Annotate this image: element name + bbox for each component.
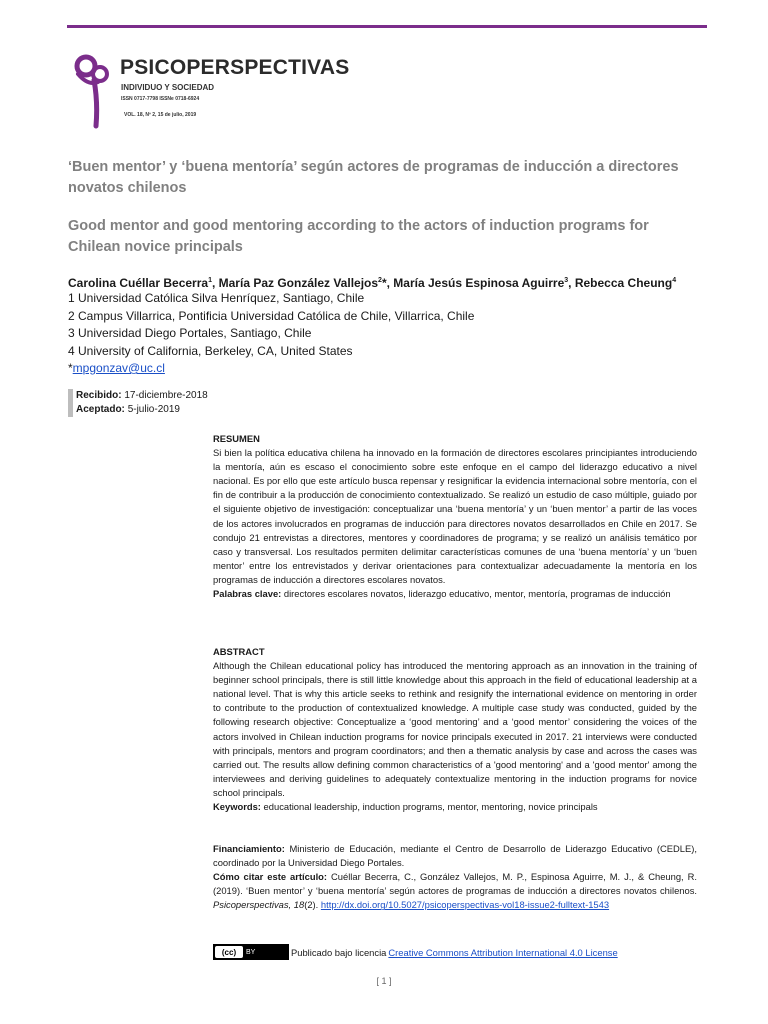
author-affiliation-mark: 4 — [672, 277, 677, 284]
funding-text — [213, 842, 697, 870]
resumen-keywords-value: directores escolares novatos, liderazgo educativo, mentor, mentoría, programas de inducción — [283, 588, 671, 600]
page-number: [ 1 ] — [376, 976, 392, 986]
author-name: Rebecca Cheung — [574, 276, 673, 290]
affiliation-list — [68, 290, 474, 360]
abstract-section — [213, 645, 697, 814]
author-affiliation-mark: 3 — [564, 277, 569, 284]
citation-journal: Psicoperspectivas, — [213, 899, 292, 911]
abstract-body: Although the Chilean educational policy has introduced the mentoring approach as an innovation in the training of beginner school principals, there is still little knowledge about this approach in the field of educational leadership at a national level. That is why this article seeks to rethink and resignify the international evidence on mentoring in order to contribute to the production of contextualized knowledge. A multiple case study was conducted, guided by the following research objective: Conceptualize a ‘good mentoring’ and a ‘good mentor’ considering the voices of the actors involved in Chilean induction programs for novice principals executed in 2017. 21 interviews were conducted with principals, mentors and program coordinators; and then a thematic analysis by case and across the cases was carried out. The results allow defining common characteristics of a 'good mentoring' and a 'good mentor' among the interviewees and deriving guidelines to adequately contextualize mentoring in the induction programs for novice school principals. — [213, 660, 697, 798]
resumen-keywords-label: Palabras clave: — [213, 588, 282, 600]
author-name: María Jesús Espinosa Aguirre — [393, 276, 565, 290]
journal-subtitle: INDIVIDUO Y SOCIEDAD — [121, 83, 215, 92]
license-line — [213, 944, 618, 960]
email-link[interactable]: mpgonzav@uc.cl — [72, 361, 165, 375]
citation-volume: 18 — [293, 899, 305, 911]
email-prefix: * — [68, 361, 73, 375]
funding-value: Ministerio de Educación, mediante el Centro de Desarrollo de Liderazgo Educativo (CEDLE), coordinado por la Universidad Diego Portales. — [213, 843, 698, 869]
article-title-spanish: ‘Buen mentor’ y ‘buena mentoría’ según actores de programas de inducción a directores novatos chilenos — [68, 159, 679, 196]
author-separator: , — [568, 276, 575, 290]
abstract-keywords-value: educational leadership, induction programs, mentor, mentoring, novice principals — [263, 801, 598, 813]
resumen-section — [213, 432, 697, 601]
citation-text — [213, 870, 697, 912]
author-name: María Paz González Vallejos — [218, 276, 379, 290]
journal-name: PSICOPERSPECTIVAS — [120, 56, 350, 79]
citation-issue: (2). — [304, 899, 319, 911]
resumen-heading: RESUMEN — [213, 433, 260, 444]
header-rule — [67, 25, 707, 28]
journal-logo — [72, 52, 350, 132]
funding-label: Financiamiento: — [213, 843, 285, 854]
funding-section — [213, 842, 697, 912]
accepted-label: Aceptado: — [76, 404, 125, 415]
author-name: Carolina Cuéllar Becerra — [68, 276, 209, 290]
affiliation-item: 2 Campus Villarrica, Pontificia Universidad Católica de Chile, Villarrica, Chile — [68, 308, 475, 323]
author-affiliation-mark: 2 — [378, 277, 382, 284]
corresponding-email — [68, 361, 165, 375]
license-link[interactable]: Creative Commons Attribution International 4.0 License — [388, 946, 618, 958]
author-separator: , — [211, 276, 219, 290]
accepted-value: 5-julio-2019 — [127, 404, 180, 415]
affiliation-item: 1 Universidad Católica Silva Henríquez, Santiago, Chile — [68, 291, 365, 305]
doi-link[interactable]: http://dx.doi.org/10.5027/psicoperspectivas-vol18-issue2-fulltext-1543 — [320, 899, 610, 911]
resumen-body: Si bien la política educativa chilena ha innovado en la formación de directores escolares principiantes introduciendo la mentoría, aún es escaso el conocimiento sobre este enfoque en el campo del liderazgo educativo a nivel nacional. Es por ello que este artículo busca repensar y resignificar la evidencia internacional sobre mentoría, con el fin de contribuir a la producción de conocimiento contextualizado. Se realizó un estudio de caso múltiple, guiado por el siguiente objetivo de investigación: conceptualizar una ‘buena mentoría’ y un ‘buen mentor’ a partir de las voces de los actores involucrados en programas de inducción para directores novatos desarrollados en Chile en 2017. Se condujo 21 entrevistas a directores, mentores y coordinadores de programa; y se realizó un análisis temático por caso y transversal. Los resultados permiten delimitar características comunes de una ‘buena mentoría’ y un ‘buen mentor’ entre los entrevistados y derivar orientaciones para contextualizar adecuadamente la mentoría en los programas de inducción a directores escolares novatos. — [213, 447, 697, 585]
cc-badge-label: (cc) — [215, 946, 243, 958]
journal-logo-mark-icon — [72, 52, 122, 132]
by-badge-label: BY — [246, 948, 256, 956]
article-dates — [68, 389, 208, 417]
author-separator: , — [386, 276, 394, 290]
affiliation-item: 4 University of California, Berkeley, CA, United States — [68, 343, 353, 358]
cc-by-badge-icon[interactable] — [213, 944, 289, 960]
citation-value: Cuéllar Becerra, C., González Vallejos, M. P., Espinosa Aguirre, M. J., & Cheung, R. (2019). ‘Buen mentor’ y ‘buena mentoría’ según actores de programas de inducción a directores novatos chilenos. — [213, 871, 697, 897]
abstract-keywords-label: Keywords: — [213, 801, 261, 813]
journal-issn: ISSN 0717-7798 ISSNe 0718-6924 — [121, 96, 200, 102]
article-title-english: Good mentor and good mentoring according to the actors of induction programs for Chilean novice principals — [68, 218, 649, 255]
author-affiliation-mark: 1 — [208, 277, 212, 284]
received-date — [76, 389, 208, 403]
author-list — [68, 272, 708, 292]
resumen-keywords — [213, 587, 697, 601]
abstract-keywords — [213, 800, 697, 814]
received-label: Recibido: — [76, 390, 122, 401]
affiliation-item: 3 Universidad Diego Portales, Santiago, Chile — [68, 326, 312, 340]
received-value: 17-diciembre-2018 — [124, 390, 208, 401]
journal-volume: VOL. 18, Nº 2, 15 de julio, 2019 — [124, 112, 197, 118]
abstract-heading: ABSTRACT — [213, 646, 265, 657]
accepted-date — [76, 403, 208, 417]
license-text: Publicado bajo licencia — [291, 946, 387, 958]
corresponding-author-mark: * — [381, 276, 387, 290]
citation-label: Cómo citar este artículo: — [213, 871, 328, 883]
